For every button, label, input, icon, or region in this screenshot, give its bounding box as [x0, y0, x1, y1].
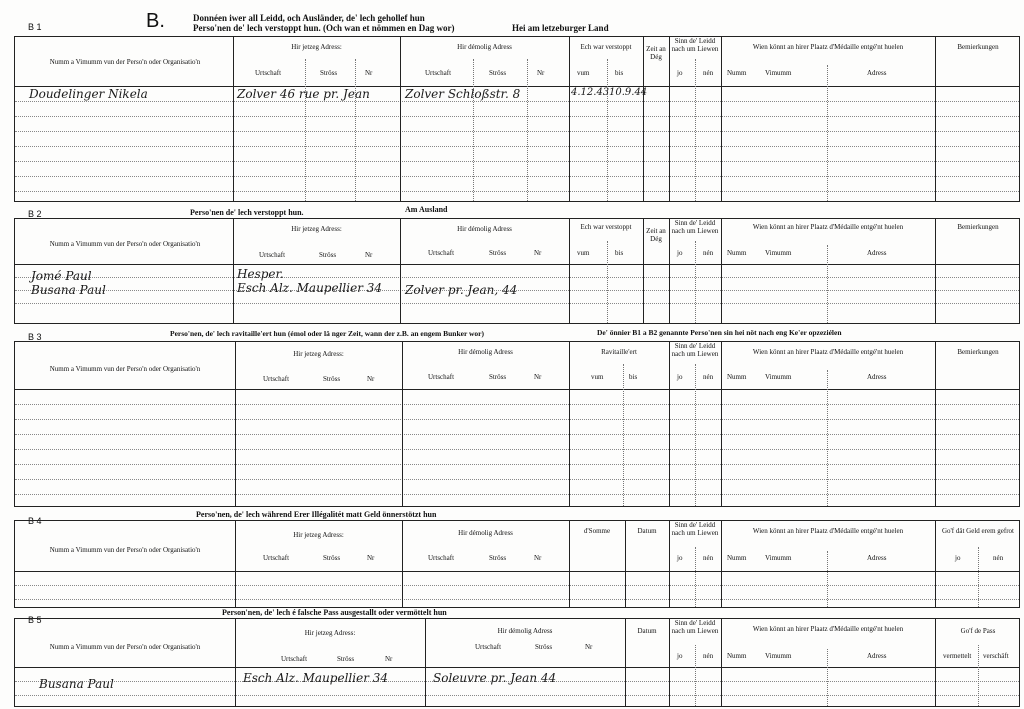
- header-jo: jo: [677, 69, 683, 77]
- header-hir-demolig: Hir démolig Adress: [497, 627, 553, 635]
- header-vimumm: Vimumm: [765, 554, 792, 562]
- entry-b1-vum: 4.12.43: [571, 87, 610, 98]
- section-b5: [14, 618, 1020, 707]
- header-zeit: Zeit an Dég: [646, 45, 666, 61]
- header-adress: Adress: [867, 554, 887, 562]
- entry-b5-jetzeg: Esch Alz. Maupellier 34: [243, 671, 389, 685]
- header-vum: vum: [591, 373, 604, 381]
- header-bemierkungen: Bemierkungen: [957, 348, 999, 356]
- header-name-col: Numm a Vimumm vun der Perso'n oder Organisatio'n: [49, 58, 201, 66]
- header-sinn-de: Sinn de' Leidd nach um Liewen: [671, 37, 719, 53]
- form-title-line2-right: Hei am letzeburger Land: [512, 23, 609, 33]
- form-big-letter: B.: [146, 10, 165, 32]
- header-nr: Nr: [367, 554, 375, 562]
- header-stross: Ströss: [337, 655, 355, 663]
- section-label-b5: B 5: [28, 615, 42, 625]
- header-nen: nén: [703, 652, 714, 660]
- header-stross: Ströss: [323, 554, 341, 562]
- section-title-b4: Perso'nen, de' lech während Erer Illégalitét matt Geld önnerstötzt hun: [196, 510, 437, 519]
- header-hir-jetzeg: Hir jetzeg Adress:: [291, 43, 342, 51]
- header-adress: Adress: [867, 249, 887, 257]
- header-nen: nén: [993, 554, 1004, 562]
- header-jo: jo: [677, 373, 683, 381]
- header-numm: Numm: [727, 554, 747, 562]
- entry-b5-name: Busana Paul: [39, 677, 114, 691]
- header-stross: Ströss: [489, 373, 507, 381]
- section-b3: [14, 341, 1020, 507]
- header-urtschaft: Urtschaft: [263, 554, 290, 562]
- header-vimumm: Vimumm: [765, 373, 792, 381]
- header-nen: nén: [703, 554, 714, 562]
- header-gof-pass: Go'f de Pass: [960, 627, 996, 635]
- header-datum: Datum: [637, 527, 657, 535]
- header-hir-jetzeg: Hir jetzeg Adress:: [293, 531, 344, 539]
- section-label-b1: B 1: [28, 22, 42, 32]
- header-hir-demolig: Hir démolig Adress: [458, 348, 513, 356]
- header-datum: Datum: [637, 627, 657, 635]
- header-nr: Nr: [585, 643, 593, 651]
- header-urtschaft: Urtschaft: [475, 643, 502, 651]
- entry-b1-bis: 10.9.44: [609, 87, 648, 98]
- header-urtschaft: Urtschaft: [263, 375, 290, 383]
- header-nen: nén: [703, 249, 714, 257]
- header-hir-jetzeg: Hir jetzeg Adress:: [293, 350, 344, 358]
- header-vermettelt: vermettelt: [943, 652, 972, 660]
- form-title-line2: Perso'nen de' lech verstoppt hun. (Och wan et nömmen en Dag wor): [193, 23, 455, 33]
- header-ravitaille: Ravitaille'ert: [601, 348, 637, 356]
- header-name-col: Numm a Vimumm vun der Perso'n oder Organisatio'n: [49, 365, 201, 373]
- header-bis: bis: [629, 373, 638, 381]
- entry-b2-demolig: Zolver pr. Jean, 44: [405, 283, 518, 297]
- header-urtschaft: Urtschaft: [259, 251, 286, 259]
- header-hir-demolig: Hir démolig Adress: [457, 225, 512, 233]
- section-b2: [14, 218, 1020, 324]
- header-vum: vum: [577, 249, 590, 257]
- header-nr: Nr: [365, 251, 373, 259]
- header-numm: Numm: [727, 373, 747, 381]
- header-stross: Ströss: [320, 69, 338, 77]
- entry-b1-name: Doudelinger Nikela: [29, 87, 148, 101]
- header-hir-jetzeg: Hir jetzeg Adress:: [291, 225, 342, 233]
- form-title-line1: Donnéen iwer all Leidd, och Ausländer, de' lech gehollef hun: [193, 13, 425, 23]
- header-adress: Adress: [867, 373, 887, 381]
- header-sinn-de: Sinn de' Leidd nach um Liewen: [671, 521, 719, 537]
- entry-b2-name2: Busana Paul: [31, 283, 106, 297]
- section-label-b3: B 3: [28, 332, 42, 342]
- entry-b2-jetzeg1: Hesper.: [237, 267, 284, 281]
- header-nen: nén: [703, 373, 714, 381]
- section-title-b2: Perso'nen de' lech verstoppt hun.: [190, 208, 304, 217]
- header-bis: bis: [615, 249, 624, 257]
- header-nr: Nr: [367, 375, 375, 383]
- header-stross: Ströss: [535, 643, 553, 651]
- header-urtschaft: Urtschaft: [428, 554, 455, 562]
- header-hir-demolig: Hir démolig Adress: [457, 43, 512, 51]
- entry-b2-jetzeg2: Esch Alz. Maupellier 34: [237, 281, 383, 295]
- header-urtschaft: Urtschaft: [428, 249, 455, 257]
- header-stross: Ströss: [489, 554, 507, 562]
- header-urtschaft: Urtschaft: [425, 69, 452, 77]
- entry-b2-name1: Jomé Paul: [31, 269, 92, 283]
- header-name-col: Numm a Vimumm vun der Perso'n oder Organisatio'n: [49, 546, 201, 554]
- header-numm: Numm: [727, 652, 747, 660]
- header-ech-war: Ech war verstoppt: [580, 223, 632, 231]
- section-b4: [14, 520, 1020, 608]
- header-name-col: Numm a Vimumm vun der Perso'n oder Organisatio'n: [49, 240, 201, 248]
- section-title-right-b3: De' önnier B1 a B2 genannte Perso'nen sin hei nöt nach eng Ke'er opzeziélen: [597, 328, 842, 337]
- header-urtschaft: Urtschaft: [428, 373, 455, 381]
- header-stross: Ströss: [323, 375, 341, 383]
- header-verschaft: verschäft: [983, 652, 1009, 660]
- header-urtschaft: Urtschaft: [281, 655, 308, 663]
- entry-b1-jetzeg: Zolver 46 rue pr. Jean: [237, 87, 370, 101]
- header-stross: Ströss: [319, 251, 337, 259]
- header-vimumm: Vimumm: [765, 249, 792, 257]
- header-name-col: Numm a Vimumm vun der Perso'n oder Organisatio'n: [49, 643, 201, 651]
- section-label-b2: B 2: [28, 209, 42, 219]
- header-jo: jo: [677, 652, 683, 660]
- entry-b5-demolig: Soleuvre pr. Jean 44: [433, 671, 557, 685]
- header-medaille: Wien könnt an hirer Plaatz d'Médaille entgé'nt huelen: [752, 43, 904, 51]
- header-gof-dat: Go'f dät Geld erem gefrot: [941, 527, 1014, 535]
- header-jo: jo: [677, 249, 683, 257]
- header-ech-war: Ech war verstoppt: [580, 43, 632, 51]
- header-adress: Adress: [867, 652, 887, 660]
- header-sinn-de: Sinn de' Leidd nach um Liewen: [671, 619, 719, 635]
- section-label-b4: B 4: [28, 516, 42, 526]
- header-nr: Nr: [534, 554, 542, 562]
- header-medaille: Wien könnt an hirer Plaatz d'Médaille entgé'nt huelen: [752, 348, 904, 356]
- header-vum: vum: [577, 69, 590, 77]
- header-nr: Nr: [534, 249, 542, 257]
- header-nr: Nr: [534, 373, 542, 381]
- header-nr: Nr: [385, 655, 393, 663]
- header-jo: jo: [955, 554, 961, 562]
- header-hir-demolig: Hir démolig Adress: [458, 529, 513, 537]
- header-stross: Ströss: [489, 249, 507, 257]
- header-medaille: Wien könnt an hirer Plaatz d'Médaille entgé'nt huelen: [752, 527, 904, 535]
- header-bis: bis: [615, 69, 624, 77]
- entry-b1-demolig: Zolver Schloßstr. 8: [405, 87, 521, 101]
- header-adress: Adress: [867, 69, 887, 77]
- header-vimumm: Vimumm: [765, 652, 792, 660]
- header-nr: Nr: [537, 69, 545, 77]
- header-vimumm: Vimumm: [765, 69, 792, 77]
- section-title-b5: Person'nen, de' lech é falsche Pass ausgestallt oder vermöttelt hun: [222, 608, 447, 617]
- header-sinn-de: Sinn de' Leidd nach um Liewen: [671, 342, 719, 358]
- header-zeit: Zeit an Dég: [646, 227, 666, 243]
- header-numm: Numm: [727, 69, 747, 77]
- header-medaille: Wien könnt an hirer Plaatz d'Médaille entgé'nt huelen: [752, 625, 904, 633]
- header-urtschaft: Urtschaft: [255, 69, 282, 77]
- header-stross: Ströss: [489, 69, 507, 77]
- header-nen: nén: [703, 69, 714, 77]
- header-jo: jo: [677, 554, 683, 562]
- header-nr: Nr: [365, 69, 373, 77]
- header-numm: Numm: [727, 249, 747, 257]
- section-title-right-b2: Am Ausland: [405, 205, 448, 214]
- section-b1: [14, 36, 1020, 202]
- header-medaille: Wien könnt an hirer Plaatz d'Médaille entgé'nt huelen: [752, 223, 904, 231]
- header-sinn-de: Sinn de' Leidd nach um Liewen: [671, 219, 719, 235]
- header-dsomme: d'Somme: [583, 527, 611, 535]
- header-hir-jetzeg: Hir jetzeg Adress:: [304, 629, 356, 637]
- section-title-b3: Perso'nen, de' lech ravitaille'ert hun (émol oder lä nger Zeit, wann der z.B. an engem Bunker wor): [170, 329, 485, 338]
- header-bemierkungen: Bemierkungen: [957, 223, 999, 231]
- header-bemierkungen: Bemierkungen: [957, 43, 999, 51]
